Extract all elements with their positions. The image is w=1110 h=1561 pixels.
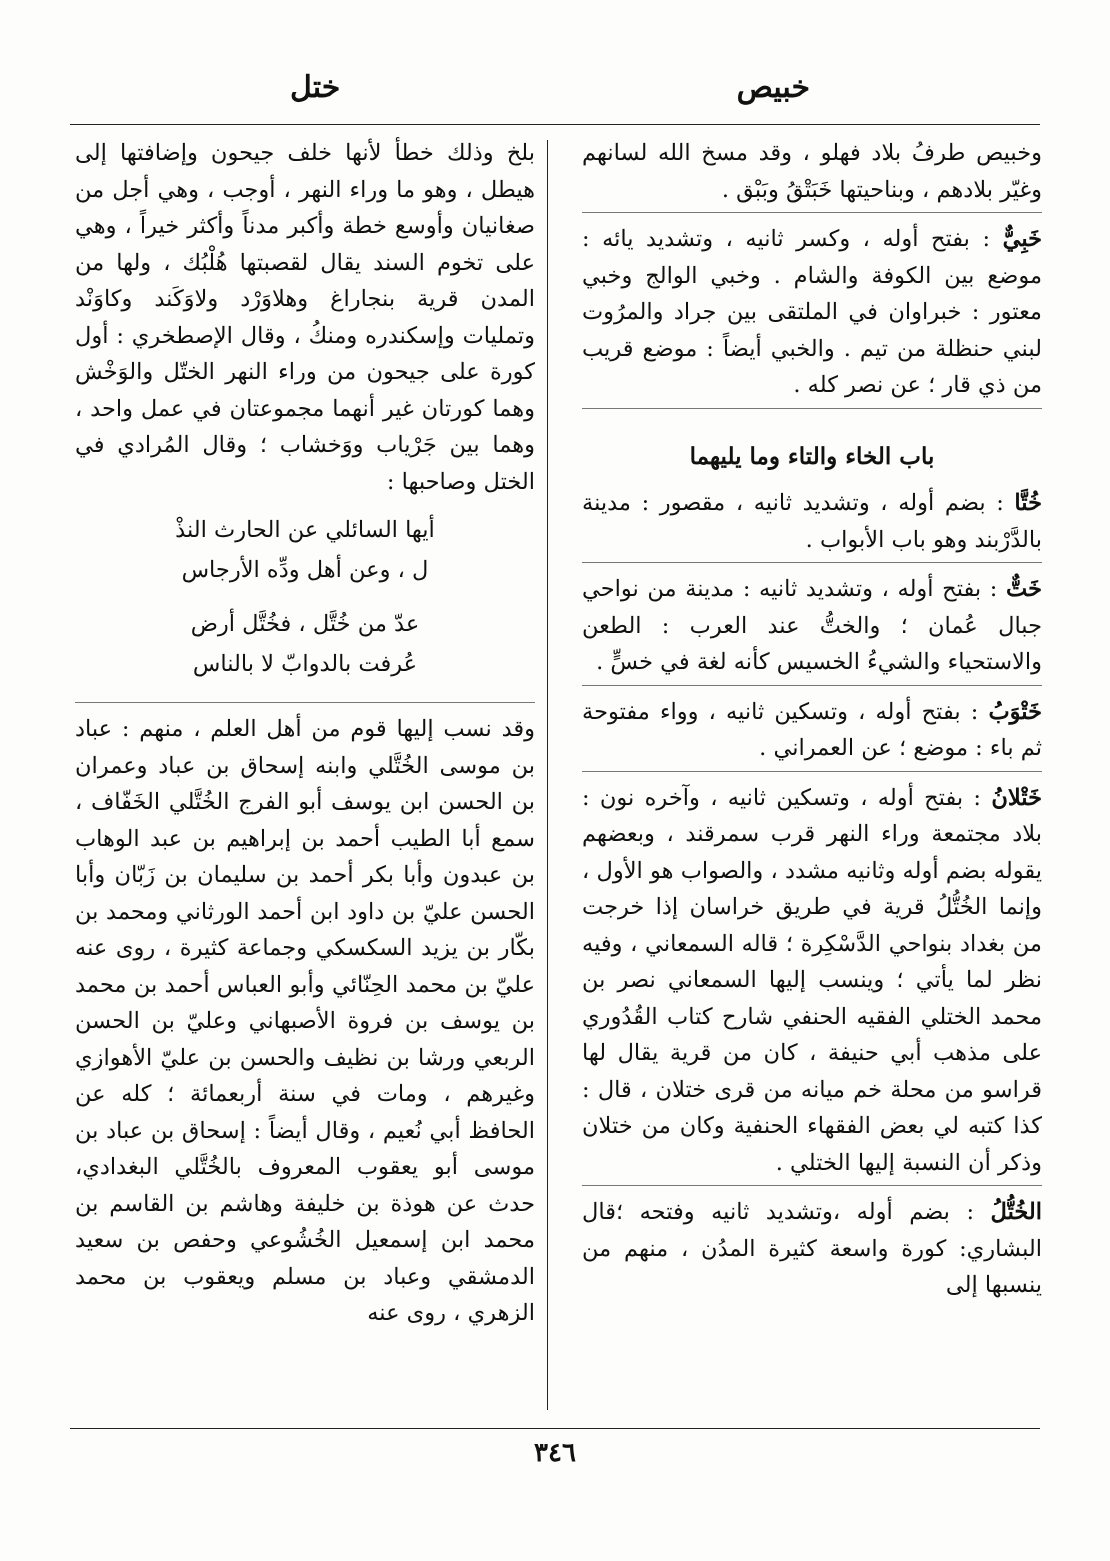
entry-text: : بفتح أوله ، وتسكين ثانيه ، وآخره نون : بلاد مجتمعة وراء النهر قرب سمرقند ، وبعضهم يقوله بضم أوله وثانيه مشدد ، والصواب هو الأول ، وإنما الخُتُّلُ قرية في طريق خراسان إذا خرجت من بغداد بنواحي الدَّسْكِرة ؛ قاله السمعاني ، وفيه نظر لما يأتي ؛ وينسب إليها السمعاني نصر بن محمد الختلي الفقيه الحنفي شارح كتاب القُدُوري على مذهب أبي حنيفة ، كان من قرية يقال لها قراسو من محلة خم ميانه من قرى ختلان ، قال : كذا كتبه لي بعض الفقهاء الحنفية وكان من ختلان وذكر أن النسبة إليها الختلي . (582, 784, 1042, 1176)
section-heading: باب الخاء والتاء وما يليهما (689, 442, 935, 470)
khuttal-continuation (75, 135, 535, 703)
entry-headword: خَبِيٌّ (1002, 226, 1042, 252)
poem-stanza (75, 604, 535, 684)
entry-headword: خَتْلانُ (991, 784, 1042, 811)
entry-text: : بفتح أوله ، وتسكين ثانيه ، وواء مفتوحة ثم باء : موضع ؛ عن العمراني . (582, 698, 1042, 761)
entry-khatt (582, 571, 1042, 686)
entry-headword: الخُتُّلُ (990, 1199, 1042, 1225)
paragraph: وقد نسب إليها قوم من أهل العلم ، منهم : عباد بن موسى الخُتَّلي وابنه إسحاق بن عباد وعمران بن الحسن ابن يوسف أبو الفرج الخُتَّلي الخَفّاف ، سمع أبا الطيب أحمد بن إبراهيم بن عبد الوهاب بن عبدون وأبا بكر أحمد بن سليمان بن زَبّان وأبا الحسن عليّ بن داود ابن أحمد الورثاني ومحمد بن بكّار بن يزيد السكسكي وجماعة كثيرة ، روى عنه عليّ بن محمد الحِنّائي وأبو العباس أحمد بن محمد بن يوسف بن فروة الأصبهاني وعليّ بن الحسن الربعي ورشا بن نظيف والحسن بن عليّ الأهوازي وغيرهم ، ومات في سنة أربعمائة ؛ كله عن الحافظ أبي نُعيم ، وقال أيضاً : إسحاق بن عباد بن موسى أبو يعقوب المعروف بالخُتَّلي البغدادي، حدث عن هوذة بن خليفة وهاشم بن القاسم بن محمد ابن إسمعيل الخُشُوعي وحفص بن سعيد الدمشقي وعباد بن مسلم ويعقوب بن محمد الزهري ، روى عنه (75, 716, 535, 1326)
entry-khatlan (582, 780, 1042, 1187)
top-rule (70, 124, 1040, 125)
entry-text: : بضم أوله ، وتشديد ثانيه ، مقصور : مدينة بالدَّرْبند وهو باب الأبواب . (582, 490, 1042, 553)
entry-khutta (582, 485, 1042, 563)
khuttal-scholars (75, 711, 535, 1336)
poem-line: عُرفت بالدوابّ لا بالناس (192, 651, 418, 677)
right-column (582, 135, 1042, 1420)
left-column (75, 135, 535, 1420)
entry-text: : بفتح أوله ، وتشديد ثانيه : مدينة من نواحي جبال عُمان ؛ والختُّ عند العرب : الطعن والاستحياء والشيءُ الخسيس كأنه لغة في خسٍّ . (582, 576, 1042, 675)
column-divider (547, 140, 548, 1410)
paragraph: بلخ وذلك خطأ لأنها خلف جيحون وإضافتها إلى هيطل ، وهو ما وراء النهر ، أوجب ، وهي أجل من صغانيان وأوسع خطة وأكبر مدناً وأكثر خيراً ، وهي على تخوم السند يقال لقصبتها هُلْبُك ، ولها من المدن قرية بنجاراغ وهلاوَرْد ولاوَكَند وكاوَنْد وتمليات وإسكندره ومنكُ ، وقال الإصطخري : أول كورة على جيحون من وراء النهر الختّل والوَخْش وهما كورتان غير أنهما مجموعتان في عمل واحد ، وهما بين جَرْياب ووَخشاب ؛ وقال المُرادي في الختل وصاحبها : (75, 140, 535, 495)
entry-text: وخبيص طرفُ بلاد فهلو ، وقد مسخ الله لسانهم وغيّر بلادهم ، وبناحيتها خَبَتْقُ وبَبْق . (582, 140, 1042, 203)
entry-khabis-continuation (582, 135, 1042, 213)
entry-khuttal (582, 1194, 1042, 1308)
page-number: ٣٤٦ (534, 1438, 576, 1468)
entry-headword: خَتْوَبُ (988, 698, 1042, 725)
poem-line: ل ، وعن أهل ودِّه الأرجاس (181, 557, 429, 583)
entry-headword: خَتٌّ (1006, 576, 1042, 602)
entry-headword: خُتَّا (1014, 490, 1042, 516)
bottom-rule (70, 1428, 1040, 1429)
entry-khatwab (582, 694, 1042, 772)
running-header-left: ختل (290, 70, 341, 105)
entry-text: : بفتح أوله ، وكسر ثانيه ، وتشديد يائه : موضع بين الكوفة والشام . وخبي الوالج وخبي معتور : خبراوان في الملتقى بين جراد والمرُوت لبني حنظلة من تيم . والخبي أيضاً : موضع قريب من ذي قار ؛ عن نصر كله . (582, 226, 1042, 398)
poem-stanza (75, 510, 535, 590)
entry-text: : بضم أوله ،وتشديد ثانيه وفتحه ؛قال البشاري: كورة واسعة كثيرة المدُن ، منهم من ينسبها إلى (582, 1199, 1042, 1298)
running-header-right: خبيص (736, 70, 810, 105)
poem-line: عدّ من خُتَّل ، فخُتَّل أرض (190, 611, 420, 637)
poem-line: أيها السائلي عن الحارث النذْ (175, 517, 435, 543)
poem (75, 510, 535, 684)
entry-khabi (582, 221, 1042, 409)
